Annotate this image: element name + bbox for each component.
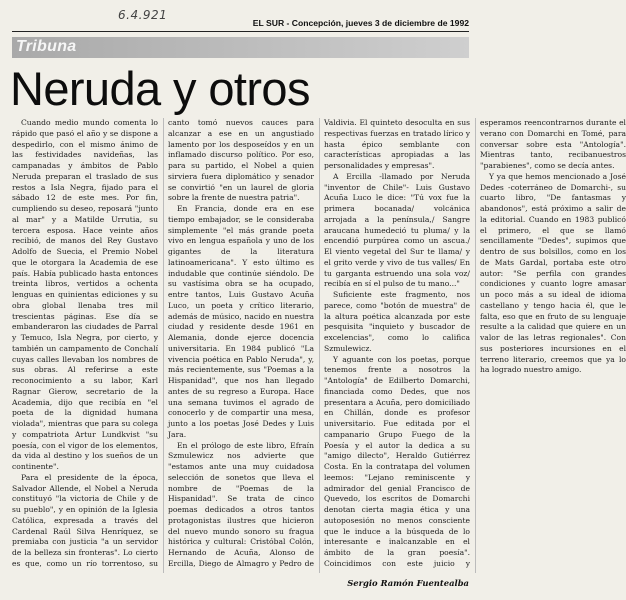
article-paragraph: Suficiente este fragmento, nos parece, como "botón de muestra" de la altura poética alcanzada por este pesquisita "inquieto y buscador de excelencias", como lo califica Szmulewicz.: [324, 290, 470, 353]
article-body: [12, 118, 626, 573]
section-label: Tribuna: [16, 38, 77, 55]
article-paragraph: En el prólogo de este libro, Efraín Szmulewicz nos advierte que "estamos ante una muy cuidadosa selección de sonetos que lleva el nombre de "Poemas de la Hispanidad". Se trata de cinco poemas dedicados a otros tantos protagonistas ilustres que hicieron del nuevo mundo sonoro su fragua histórica y cultural: Cristóbal Colón, Hernando de Acuña, Alonso de Ercilla, Diego de Almagro y Pedro de Valdivia. El quinteto desoculta en sus respectivas fuerzas en tratado lírico y hasta épico semblante con características apropiadas a las personalidades y empresas".: [168, 118, 470, 568]
article-paragraph: A Ercilla -llamado por Neruda "inventor de Chile"- Luis Gustavo Acuña Luco le dice: "Tú vox fue la primera bocanada/ volcánica arrojada a la península,/ Sangre araucana humedeció tu pluma/ y la encendió purpúrea como un ascua./ El viento vegetal del Sur te llama/ y el grito verde y vivo de tus valles/ En tu garganta estruendo una sola voz/ recibía en sí el pulso de tu mano...": [324, 171, 470, 289]
header-rule: [12, 31, 469, 32]
handwritten-date-note: 6.4.921: [118, 8, 168, 22]
article-paragraph: Y ya que hemos mencionado a José Dedes -coterráneo de Domarchi-, su cuarto libro, "De fantasmas y abandonos", está próximo a salir de la editorial. Cuando en 1983 publicó el primero, el que se llamó sencillamente "Dedes", supimos que dentro de sus bolsillos, como en los de Mats Gardal, portaba este otro autor: "Se perfila con grandes condiciones y cuanto logre amasar un poco más a su ideal de idioma castellano y tengo hacia él, que le falta, eso que en fruto de su lenguaje resulte a la calidad que quiere en un valor de las letras regionales". Con sus posteriores incursiones en el terreno literario, creemos que ya lo ha logrado nuestro amigo.: [480, 171, 626, 375]
dateline-separator: -: [286, 18, 292, 28]
section-bar: [12, 37, 469, 58]
article-paragraph: Cuando medio mundo comenta lo rápido que pasó el año y se dispone a despedirlo, con el mismo ánimo de las festividades navideñas, las campanadas y ámbitos de Pablo Neruda preparan el traslado de sus restos a Isla Negra, fijado para el sábado 12 de este mes. Por fin, cumpliendo su deseo, reposará "junto al mar" y a Matilde Urrutia, su tercera esposa. Hace veinte años recibió, de manos del Rey Gustavo Adolfo de Suecia, el Premio Nobel que le otorgara la Academia de ese país. Había publicado hasta entonces treinta libros, vertidos a ochenta lenguas en quinientas ediciones y su obra global llenaba tres mil trescientas páginas. Ese día se embanderaron las ciudades de Parral y Temuco, Isla Negra, por cierto, y también un campamento de Conchalí cuyas calles llevaban los nombres de sus obras. Al referirse a este reconocimiento a su labor, Karl Ragnar Gierow, secretario de la Academia, dijo que recibía en "el poeta de la dignidad humana violada", mientras que para su colega y compatriota Artur Lundkvist "su poesía, con el vigor de los elementos, da vida al destino y los sueños de un continente".: [12, 118, 158, 471]
article-paragraph: En Francia, donde era en ese tiempo embajador, se le consideraba simplemente "el más grande poeta vivo en lengua española y uno de los gigantes de la literatura latinoamericana". Y esto último es indudable que continúe siéndolo. De su vastísima obra se ha ocupado, entre tantos, Luis Gustavo Acuña Luco, un poeta y crítico literario, además de músico, nacido en nuestra ciudad y residente desde 1961 en Alemania, donde ejerce docencia universitaria. En 1984 publicó "La vivencia poética en Pablo Neruda", y, más recientemente, sus "Poemas a la Hispanidad", que nos han llegado antes de su regreso a Europa. Hace una semana tuvimos el agrado de conocerlo y de compartir una mesa, junto a los poetas José Dedes y Luis Jara.: [168, 204, 314, 439]
newspaper-dateline: [253, 18, 469, 28]
article-headline: Neruda y otros: [10, 62, 310, 115]
author-byline: Sergio Ramón Fuentealba: [347, 578, 469, 588]
article-paragraph: Y aguante con los poetas, porque tenemos frente a nosotros la "Antología" de Edilberto Domarchi, financiada como Dedes, que nos presentara a Acuña, pero domiciliado en Chillán, donde es profesor universitario. Fue editada por el campanario Grupo Fuego de la Poesía y el autor la dedica a su "amigo dilecto", Heraldo Gutiérrez Costa. En la contratapa del volumen leemos: "Lejano reminiscente y admirador del genial Francisco de Quevedo, los escritos de Domarchi denotan cierta magia ética y una autoposesión no menos consciente que le induce a la búsqueda de lo interesante e inalcanzable en el ámbito de la gran poesía". Coincidimos con este juicio y esperamos reencontrarnos durante el verano con Domarchi en Tomé, para conversar sobre esta "Antología". Mientras tanto, recibanuestros "parabienes", como se decía antes.: [324, 118, 626, 568]
newspaper-name: EL SUR: [252, 18, 285, 28]
dateline-text: Concepción, jueves 3 de diciembre de 1992: [291, 18, 469, 28]
article-paragraph: Para el presidente de la época, Salvador Allende, el Nobel a Neruda constituyó "la victoria de Chile y de su pueblo", y en opinión de la Iglesia Católica, expresada a través del Cardenal Raúl Silva Henríquez, se premiaba con justicia "a un servidor de la belleza sin fronteras". Lo cierto es que, como un río torrentoso, su canto tomó nuevos cauces para alcanzar a ese en un angustiado lamento por los desposeídos y en un inflamado discurso político. Por eso, para su partido, el Nobel a quien sirviera fuera diplomático y senador se convirtió "en un laurel de gloria sobre la frente de nuestra patria".: [12, 118, 314, 568]
